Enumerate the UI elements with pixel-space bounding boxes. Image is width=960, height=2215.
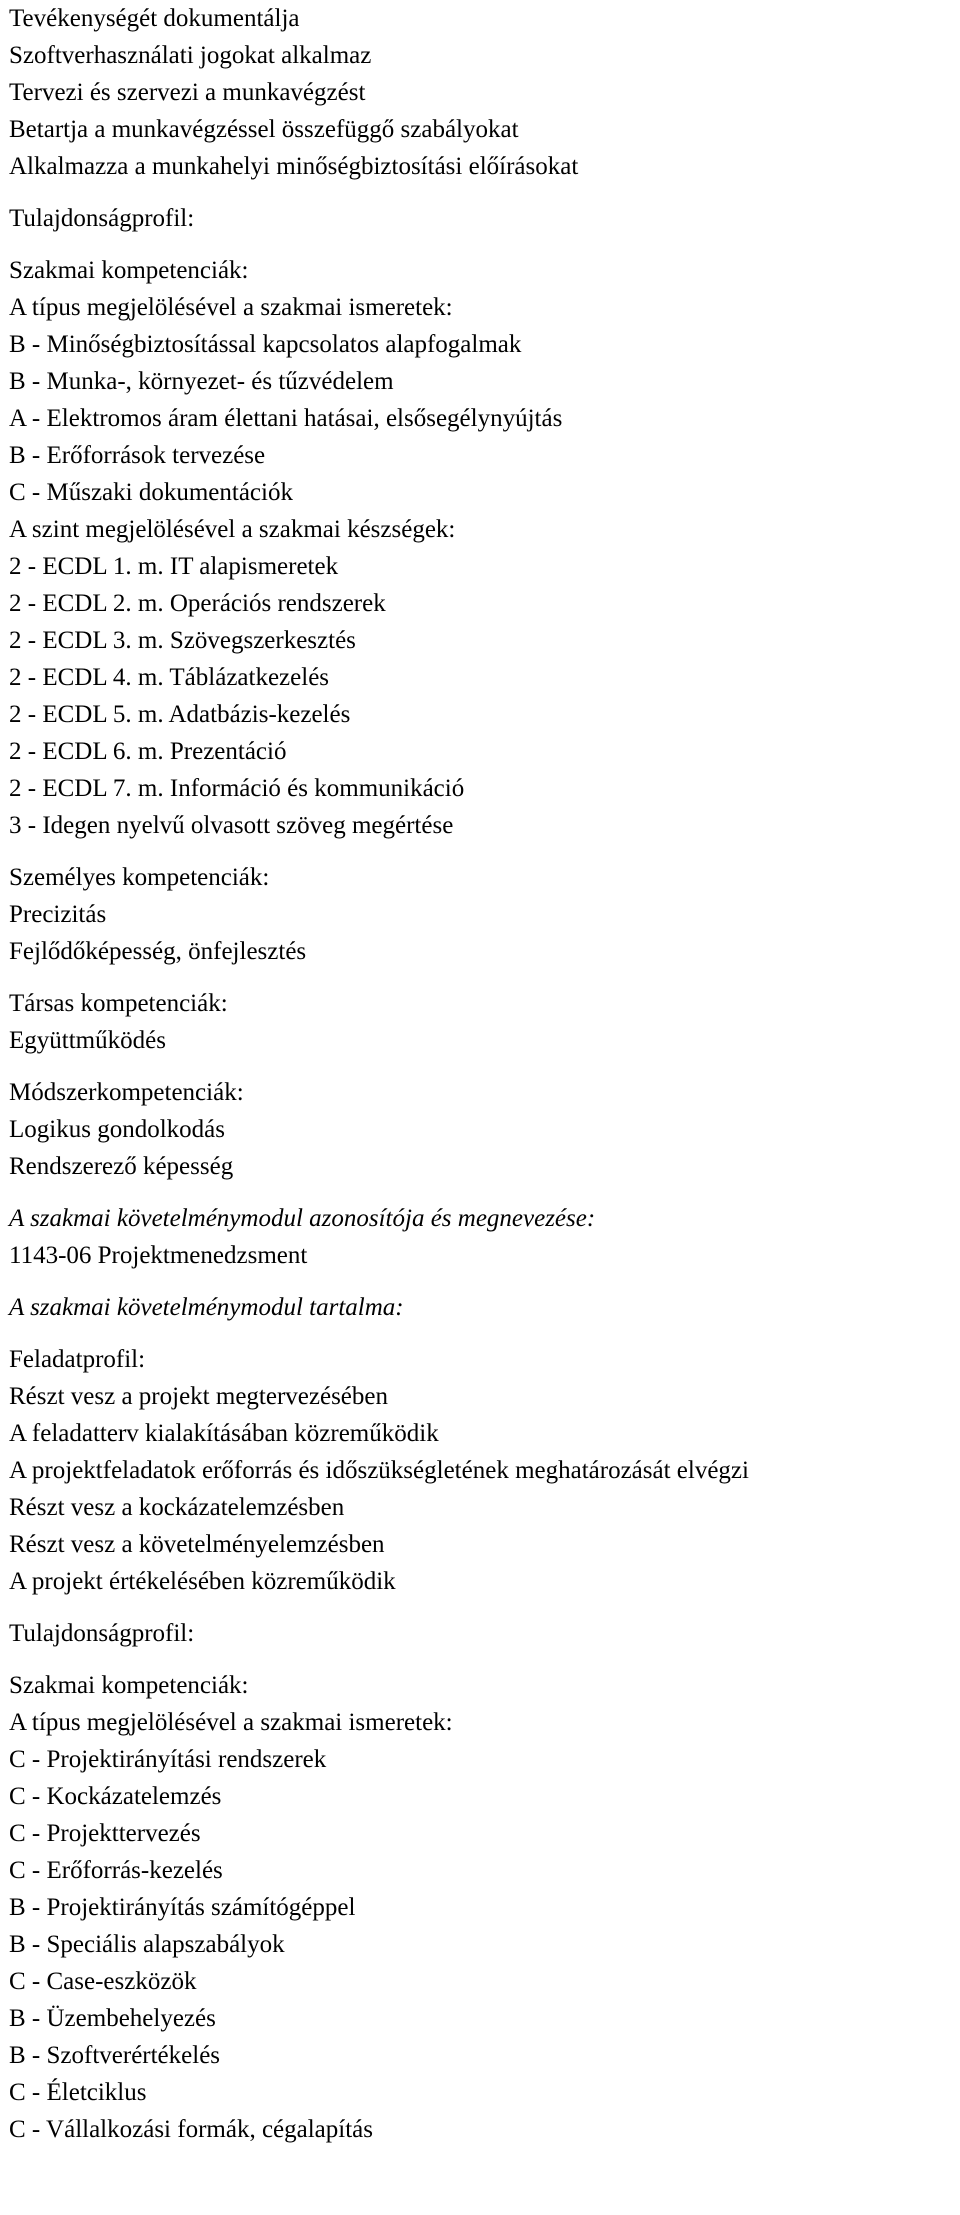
intro-line: Tervezi és szervezi a munkavégzést (9, 79, 366, 106)
szakmai-ismeretek-list (9, 326, 954, 511)
keszseg-item: 2 - ECDL 4. m. Táblázatkezelés (9, 664, 330, 691)
modul-tartalma-heading: A szakmai követelménymodul tartalma: (9, 1294, 404, 1321)
ismeret-item: C - Projektirányítási rendszerek (9, 1746, 327, 1773)
modszerkompetenciak-heading: Módszerkompetenciák: (9, 1079, 244, 1106)
feladat-item: Részt vesz a kockázatelemzésben (9, 1494, 345, 1521)
keszseg-item: 3 - Idegen nyelvű olvasott szöveg megértése (9, 812, 454, 839)
feladatprofil-heading: Feladatprofil: (9, 1346, 146, 1373)
ismeret-item: C - Életciklus (9, 2079, 147, 2106)
ismeret-item: C - Erőforrás-kezelés (9, 1857, 223, 1884)
ismeret-item: C - Vállalkozási formák, cégalapítás (9, 2116, 373, 2143)
szakmai-ismeretek-heading: A típus megjelölésével a szakmai ismeretek: (9, 294, 453, 321)
szakmai-ismeretek-list (9, 1741, 954, 2148)
szemelyes-item: Fejlődőképesség, önfejlesztés (9, 938, 307, 965)
keszseg-item: 2 - ECDL 2. m. Operációs rendszerek (9, 590, 386, 617)
keszseg-item: 2 - ECDL 6. m. Prezentáció (9, 738, 287, 765)
szakmai-kompetenciak-heading: Szakmai kompetenciák: (9, 257, 249, 284)
szakmai-keszsegek-heading: A szint megjelölésével a szakmai készségek: (9, 516, 456, 543)
szakmai-ismeretek-heading: A típus megjelölésével a szakmai ismeretek: (9, 1709, 453, 1736)
tulajdonsagprofil-heading: Tulajdonságprofil: (9, 1620, 195, 1647)
tulajdonsagprofil-heading: Tulajdonságprofil: (9, 205, 195, 232)
intro-line: Alkalmazza a munkahelyi minőségbiztosítási előírásokat (9, 153, 579, 180)
ismeret-item: B - Szoftverértékelés (9, 2042, 221, 2069)
szakmai-keszsegek-list (9, 548, 954, 844)
ismeret-item: B - Üzembehelyezés (9, 2005, 216, 2032)
ismeret-item: C - Case-eszközök (9, 1968, 197, 1995)
keszseg-item: 2 - ECDL 1. m. IT alapismeretek (9, 553, 339, 580)
ismeret-item: C - Projekttervezés (9, 1820, 201, 1847)
feladat-item: Részt vesz a követelményelemzésben (9, 1531, 385, 1558)
ismeret-item: B - Minőségbiztosítással kapcsolatos alapfogalmak (9, 331, 522, 358)
feladat-item: A feladatterv kialakításában közreműködik (9, 1420, 439, 1447)
feladatprofil-list (9, 1378, 954, 1600)
ismeret-item: B - Erőforrások tervezése (9, 442, 266, 469)
keszseg-item: 2 - ECDL 7. m. Információ és kommunikáció (9, 775, 465, 802)
ismeret-item: A - Elektromos áram élettani hatásai, elsősegélynyújtás (9, 405, 563, 432)
intro-line: Betartja a munkavégzéssel összefüggő szabályokat (9, 116, 519, 143)
feladat-item: A projektfeladatok erőforrás és időszükségletének meghatározását elvégzi (9, 1457, 749, 1484)
modszer-item: Logikus gondolkodás (9, 1116, 225, 1143)
ismeret-item: C - Műszaki dokumentációk (9, 479, 293, 506)
feladat-item: A projekt értékelésében közreműködik (9, 1568, 396, 1595)
modul-azonosito: 1143-06 Projektmenedzsment (9, 1242, 308, 1269)
tarsas-kompetenciak-heading: Társas kompetenciák: (9, 990, 228, 1017)
feladat-item: Részt vesz a projekt megtervezésében (9, 1383, 388, 1410)
keszseg-item: 2 - ECDL 5. m. Adatbázis-kezelés (9, 701, 351, 728)
szakmai-kompetenciak-heading: Szakmai kompetenciák: (9, 1672, 249, 1699)
ismeret-item: B - Speciális alapszabályok (9, 1931, 285, 1958)
szemelyes-kompetenciak-heading: Személyes kompetenciák: (9, 864, 270, 891)
ismeret-item: C - Kockázatelemzés (9, 1783, 222, 1810)
intro-line: Szoftverhasználati jogokat alkalmaz (9, 42, 372, 69)
intro-task-list (9, 0, 954, 185)
modszer-item: Rendszerező képesség (9, 1153, 234, 1180)
keszseg-item: 2 - ECDL 3. m. Szövegszerkesztés (9, 627, 356, 654)
ismeret-item: B - Projektirányítás számítógéppel (9, 1894, 356, 1921)
intro-line: Tevékenységét dokumentálja (9, 5, 300, 32)
document-page (9, 0, 954, 2148)
szemelyes-item: Precizitás (9, 901, 107, 928)
tarsas-item: Együttműködés (9, 1027, 166, 1054)
modul-azonosito-heading: A szakmai követelménymodul azonosítója és megnevezése: (9, 1205, 596, 1232)
ismeret-item: B - Munka-, környezet- és tűzvédelem (9, 368, 394, 395)
